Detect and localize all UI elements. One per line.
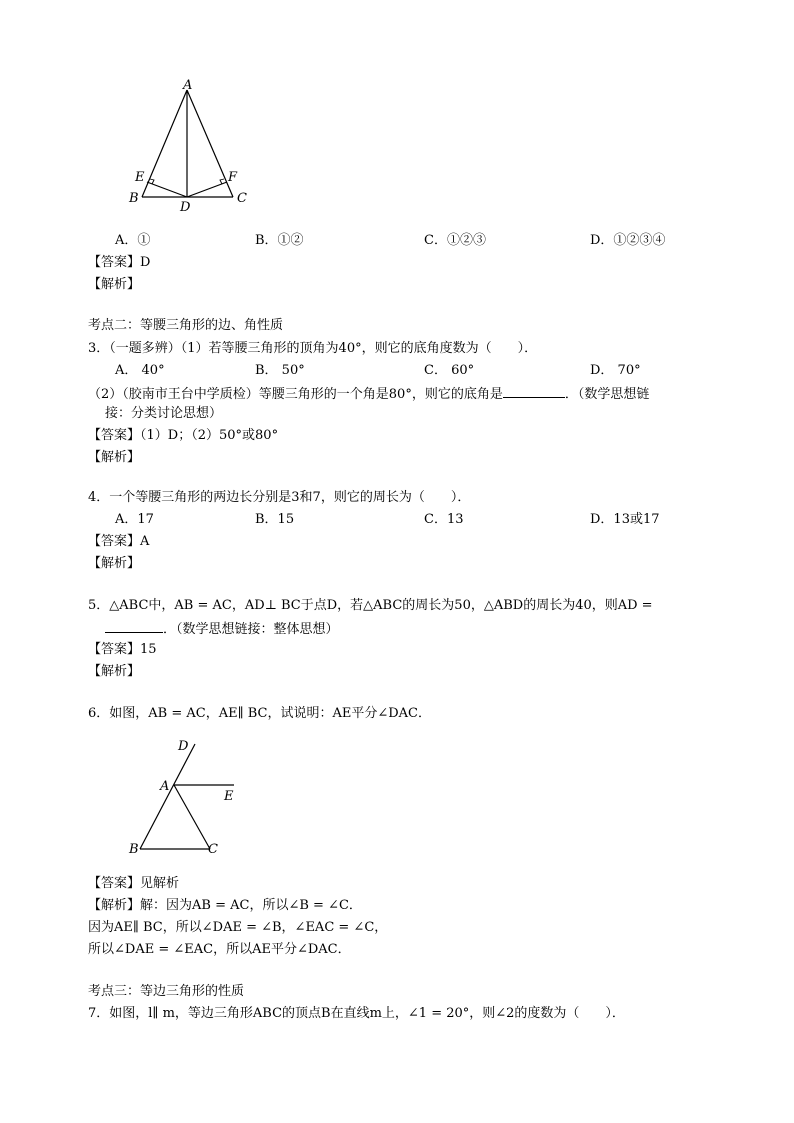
q2-analysis-label: 【解析】 bbox=[88, 277, 141, 292]
q4-analysis-label: 【解析】 bbox=[88, 556, 141, 571]
label-e: E bbox=[224, 789, 234, 804]
q5-analysis-label: 【解析】 bbox=[88, 664, 141, 679]
q2-option-b: B．①② bbox=[255, 233, 304, 248]
label-f: F bbox=[228, 170, 238, 185]
q3-option-d: D． 70° bbox=[590, 363, 641, 378]
q4-stem: 4．一个等腰三角形的两边长分别是3和7，则它的周长为（ ）． bbox=[88, 490, 471, 505]
q2-option-c: C．①②③ bbox=[424, 233, 486, 248]
q3-sub2: （2）（胶南市王台中学质检）等腰三角形的一个角是80°，则它的底角是 ．（数学思想链 bbox=[88, 384, 649, 404]
label-d: D bbox=[180, 200, 191, 213]
q6-analysis-l3: 所以∠DAE = ∠EAC，所以AE平分∠DAC． bbox=[88, 942, 351, 957]
q3-answer: 【答案】（1）D；（2）50°或80° bbox=[88, 428, 279, 443]
q2-answer: 【答案】D bbox=[88, 255, 151, 270]
label-a: A bbox=[160, 779, 170, 794]
label-a: A bbox=[183, 78, 193, 93]
q2-option-d: D．①②③④ bbox=[590, 233, 666, 248]
q3-option-a: A． 40° bbox=[115, 363, 165, 378]
q3-sub2-line2: 接：分类讨论思想） bbox=[105, 406, 223, 421]
q5-answer: 【答案】15 bbox=[88, 642, 157, 657]
q6-analysis-l1: 【解析】解：因为AB = AC，所以∠B = ∠C． bbox=[88, 898, 362, 913]
q3-stem: 3．（一题多辨）（1）若等腰三角形的顶角为40°，则它的底角度数为（ ）． bbox=[88, 341, 538, 356]
label-d: D bbox=[178, 739, 189, 754]
q5-blank bbox=[105, 619, 163, 633]
q5-stem: 5．△ABC中，AB = AC，AD⊥ BC于点D，若△ABC的周长为50，△ABD的周长为40，则AD = bbox=[88, 598, 653, 613]
section3-title: 考点三：等边三角形的性质 bbox=[88, 984, 245, 999]
q6-analysis-l2: 因为AE∥ BC，所以∠DAE = ∠B，∠EAC = ∠C， bbox=[88, 920, 388, 935]
label-b: B bbox=[129, 842, 139, 857]
segment-ac bbox=[174, 785, 210, 849]
segment-ac bbox=[187, 90, 233, 197]
q4-option-b: B．15 bbox=[255, 512, 295, 527]
segment-bd bbox=[140, 744, 195, 849]
q3-analysis-label: 【解析】 bbox=[88, 450, 141, 465]
q4-option-a: A．17 bbox=[115, 512, 154, 527]
q6-answer: 【答案】见解析 bbox=[88, 876, 180, 891]
q4-option-d: D．13或17 bbox=[590, 512, 660, 527]
q3-option-b: B． 50° bbox=[255, 363, 305, 378]
segment-df bbox=[187, 182, 227, 197]
segment-ab bbox=[142, 90, 187, 197]
q7-stem: 7．如图，l∥ m，等边三角形ABC的顶点B在直线m上，∠1 = 20°，则∠2的度数为（ ）． bbox=[88, 1006, 625, 1021]
section2-title: 考点二：等腰三角形的边、角性质 bbox=[88, 318, 284, 333]
label-c: C bbox=[208, 842, 218, 857]
label-b: B bbox=[129, 191, 139, 206]
figure-q6 bbox=[120, 734, 250, 859]
segment-de bbox=[147, 182, 187, 197]
q6-stem: 6．如图，AB = AC，AE∥ BC，试说明：AE平分∠DAC． bbox=[88, 706, 431, 721]
figure-triangle-abc bbox=[120, 78, 260, 213]
label-c: C bbox=[237, 191, 247, 206]
q2-option-a: A．① bbox=[115, 233, 151, 248]
q5-line2: ．（数学思想链接：整体思想） bbox=[105, 619, 339, 639]
label-e: E bbox=[135, 170, 145, 185]
q3-blank bbox=[503, 384, 565, 398]
q4-answer: 【答案】A bbox=[88, 534, 150, 549]
q3-option-c: C． 60° bbox=[424, 363, 475, 378]
q4-option-c: C．13 bbox=[424, 512, 464, 527]
